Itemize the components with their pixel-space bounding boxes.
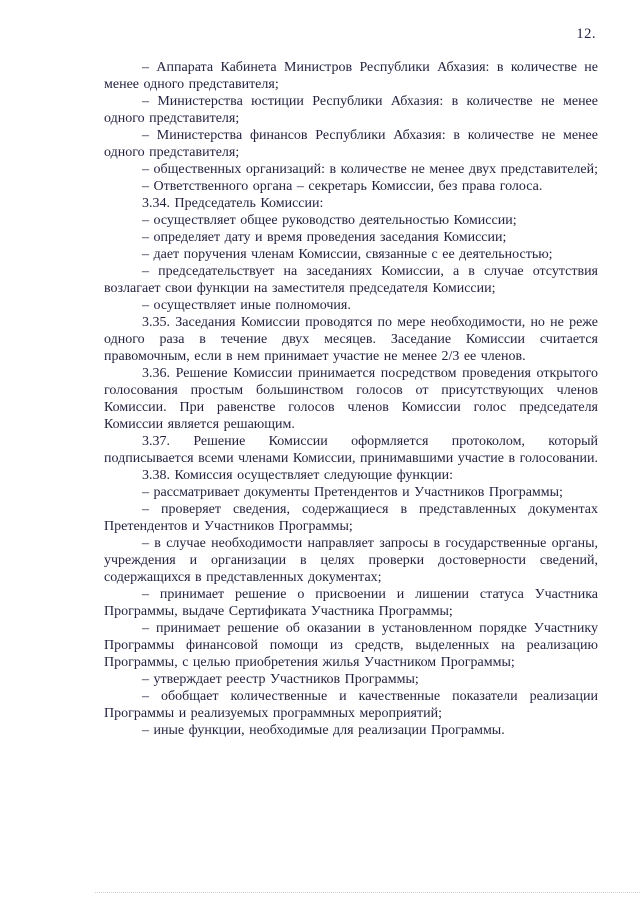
paragraph: – принимает решение о присвоении и лишении статуса Участника Программы, выдаче Сертификата Участника Программы; — [104, 587, 598, 619]
scan-artifact-line — [95, 892, 640, 893]
paragraph: – в случае необходимости направляет запросы в государственные органы, учреждения и организации в целях проверки достоверности сведений, содержащихся в представленных документах; — [104, 536, 598, 585]
paragraph: 3.35. Заседания Комиссии проводятся по мере необходимости, но не реже одного раза в течение двух месяцев. Заседание Комиссии считается правомочным, если в нем принимает участие не менее 2/3 ее членов. — [104, 315, 598, 364]
paragraph: – Ответственного органа – секретарь Комиссии, без права голоса. — [142, 179, 543, 194]
paragraph: – проверяет сведения, содержащиеся в представленных документах Претендентов и Участников Программы; — [104, 502, 598, 534]
paragraph: 3.38. Комиссия осуществляет следующие функции: — [142, 468, 454, 483]
paragraph: – иные функции, необходимые для реализации Программы. — [142, 723, 505, 738]
paragraph: 3.36. Решение Комиссии принимается посредством проведения открытого голосования простым большинством голосов от присутствующих членов Комиссии. При равенстве голосов членов Комиссии голос председателя Комиссии является решающим. — [104, 366, 598, 432]
paragraph: – обобщает количественные и качественные показатели реализации Программы и реализуемых программных мероприятий; — [104, 689, 598, 721]
paragraph: 3.34. Председатель Комиссии: — [142, 196, 324, 211]
paragraph: – Министерства юстиции Республики Абхазия: в количестве не менее одного представителя; — [104, 94, 598, 126]
paragraph: – утверждает реестр Участников Программы; — [142, 672, 419, 687]
paragraph: – Аппарата Кабинета Министров Республики Абхазия: в количестве не менее одного представителя; — [104, 60, 598, 92]
paragraph: 3.37. Решение Комиссии оформляется протоколом, который подписывается всеми членами Комиссии, принимавшими участие в голосовании. — [104, 434, 598, 466]
paragraph: – дает поручения членам Комиссии, связанные с ее деятельностью; — [142, 247, 553, 262]
paragraph: – общественных организаций: в количестве не менее двух представителей; — [142, 162, 598, 177]
paragraph: – осуществляет общее руководство деятельностью Комиссии; — [142, 213, 517, 228]
paragraph: – определяет дату и время проведения заседания Комиссии; — [142, 230, 507, 245]
paragraph: – Министерства финансов Республики Абхазия: в количестве не менее одного представителя; — [104, 128, 598, 160]
paragraph: – председательствует на заседаниях Комиссии, а в случае отсутствия возлагает свои функции на заместителя председателя Комиссии; — [104, 264, 598, 296]
paragraph: – осуществляет иные полномочия. — [142, 298, 351, 313]
paragraph: – рассматривает документы Претендентов и Участников Программы; — [142, 485, 563, 500]
page-number: 12. — [576, 26, 596, 42]
document-body — [104, 59, 598, 739]
paragraph: – принимает решение об оказании в установленном порядке Участнику Программы финансовой помощи из средств, выделенных на реализацию Программы, с целью приобретения жилья Участником Программы; — [104, 621, 598, 670]
